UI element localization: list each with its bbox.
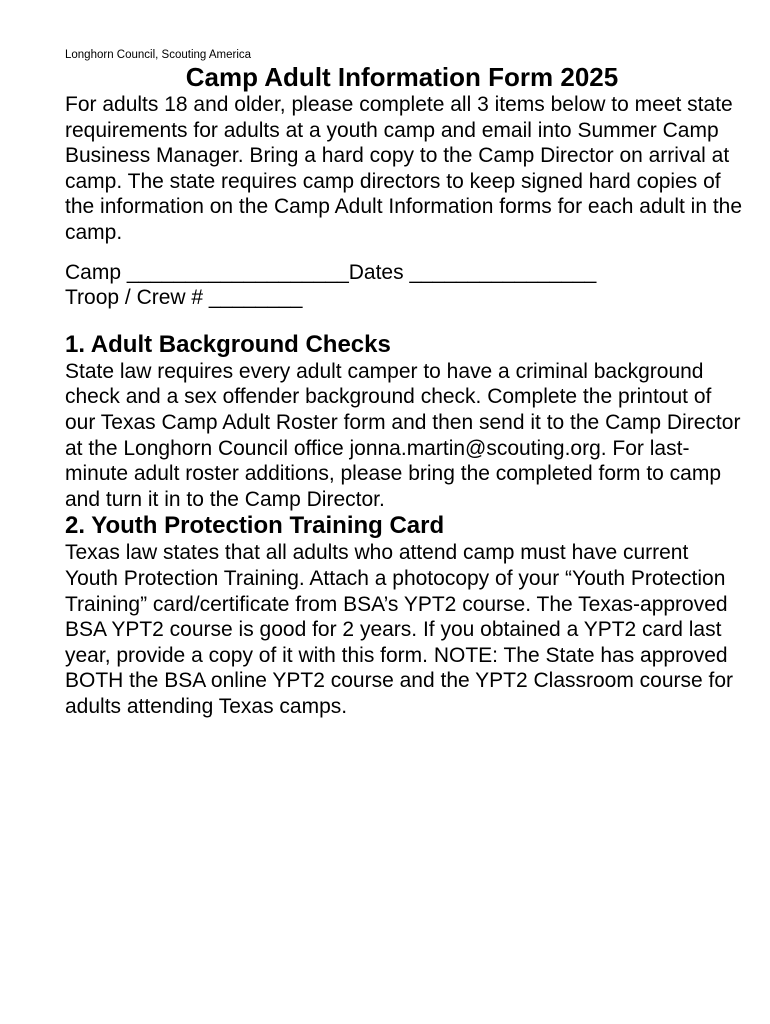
organization-name: Longhorn Council, Scouting America xyxy=(65,49,252,61)
section-body-background-checks: State law requires every adult camper to have a criminal background check and a sex offender background check. Complete the printout of our Texas Camp Adult Roster form and then send it to the Camp Director at the Longhorn Council office jonna.martin@scouting.org. For last-minute adult roster additions, please bring the completed form to camp and turn it in to the Camp Director. xyxy=(65,359,741,511)
troop-crew-field[interactable]: Troop / Crew # ________ xyxy=(65,286,303,310)
intro-paragraph: For adults 18 and older, please complete all 3 items below to meet state requirements for adults at a youth camp and email into Summer Camp Business Manager. Bring a hard copy to the Camp Director on arrival at camp. The state requires camp directors to keep signed hard copies of the information on the Camp Adult Information forms for each adult in the camp. xyxy=(65,93,743,244)
section-heading-youth-protection: 2. Youth Protection Training Card xyxy=(65,512,445,540)
form-page xyxy=(65,48,745,719)
section-body-youth-protection: Texas law states that all adults who attend camp must have current Youth Protection Training. Attach a photocopy of your “Youth Protection Training” card/certificate from BSA’s YPT2 course. The Texas-approved BSA YPT2 course is good for 2 years. If you obtained a YPT2 card last year, provide a copy of it with this form. NOTE: The State has approved BOTH the BSA online YPT2 course and the YPT2 Classroom course for adults attending Texas camps. xyxy=(65,541,734,718)
section-heading-background-checks: 1. Adult Background Checks xyxy=(65,330,391,358)
camp-info-fields xyxy=(65,260,745,311)
page-title: Camp Adult Information Form 2025 xyxy=(185,62,619,92)
camp-dates-field[interactable]: Camp ___________________Dates ________________ xyxy=(65,260,597,284)
